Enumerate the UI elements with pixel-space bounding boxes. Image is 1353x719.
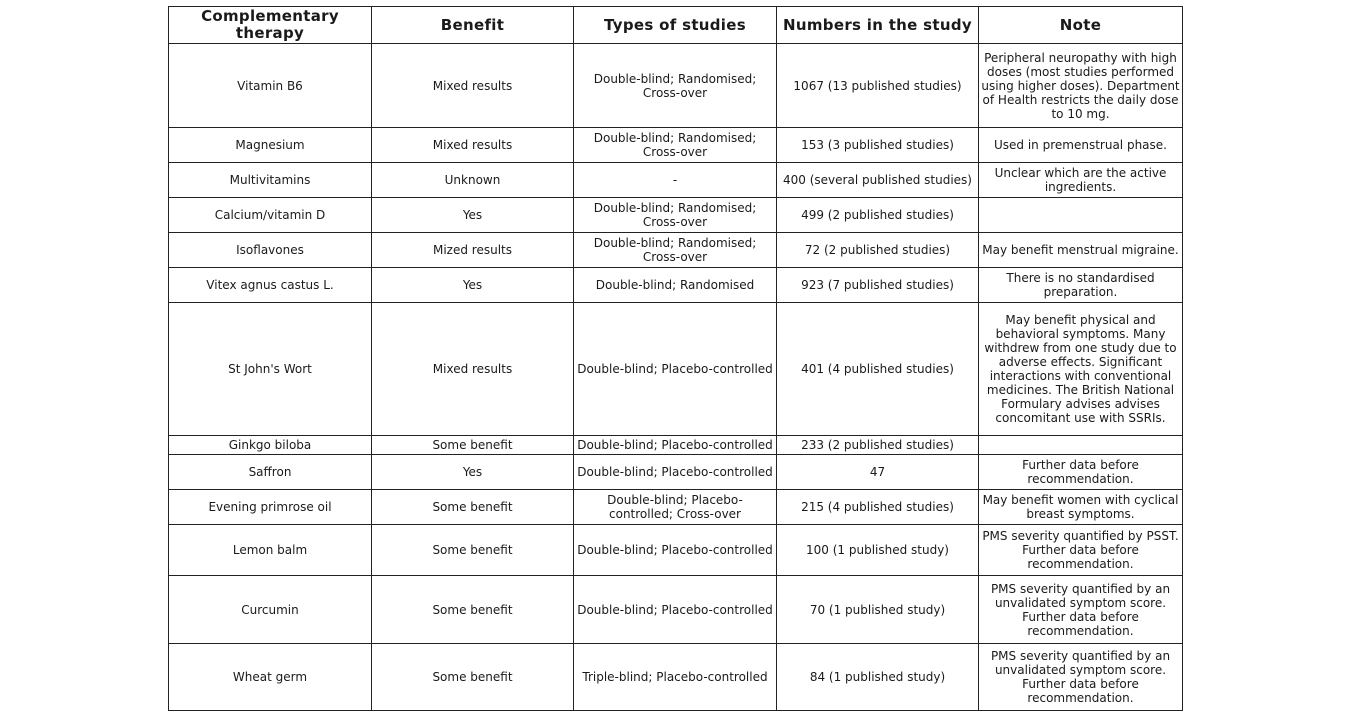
cell-therapy: Saffron — [169, 455, 372, 490]
cell-note: May benefit physical and behavioral symptoms. Many withdrew from one study due to adverse effects. Significant interactions with conventional medicines. The British National Formulary advises advises concomitant use with SSRIs. — [979, 303, 1183, 436]
cell-types: Double-blind; Randomised; Cross-over — [574, 128, 777, 163]
cell-numbers: 1067 (13 published studies) — [777, 44, 979, 128]
cell-types: Double-blind; Randomised; Cross-over — [574, 44, 777, 128]
cell-benefit: Some benefit — [372, 490, 574, 525]
cell-note: PMS severity quantified by an unvalidated symptom score. Further data before recommendation. — [979, 576, 1183, 644]
table-row — [169, 576, 1183, 644]
table-row — [169, 525, 1183, 576]
cell-numbers: 84 (1 published study) — [777, 644, 979, 711]
table-row — [169, 644, 1183, 711]
cell-benefit: Mized results — [372, 233, 574, 268]
cell-therapy: Wheat germ — [169, 644, 372, 711]
table-row — [169, 455, 1183, 490]
cell-therapy: Isoflavones — [169, 233, 372, 268]
table-row — [169, 44, 1183, 128]
cell-note: PMS severity quantified by PSST. Further data before recommendation. — [979, 525, 1183, 576]
table-row — [169, 128, 1183, 163]
header-row — [169, 7, 1183, 44]
table-row — [169, 163, 1183, 198]
cell-benefit: Mixed results — [372, 303, 574, 436]
cell-note: Further data before recommendation. — [979, 455, 1183, 490]
cell-therapy: Ginkgo biloba — [169, 436, 372, 455]
cell-benefit: Yes — [372, 455, 574, 490]
cell-note — [979, 436, 1183, 455]
cell-numbers: 215 (4 published studies) — [777, 490, 979, 525]
cell-note: May benefit women with cyclical breast symptoms. — [979, 490, 1183, 525]
cell-therapy: Curcumin — [169, 576, 372, 644]
cell-types: Double-blind; Randomised; Cross-over — [574, 233, 777, 268]
cell-note: Unclear which are the active ingredients. — [979, 163, 1183, 198]
cell-note: Peripheral neuropathy with high doses (most studies performed using higher doses). Department of Health restricts the daily dose to 10 mg. — [979, 44, 1183, 128]
header-benefit: Benefit — [372, 7, 574, 44]
cell-numbers: 72 (2 published studies) — [777, 233, 979, 268]
cell-note: May benefit menstrual migraine. — [979, 233, 1183, 268]
cell-numbers: 400 (several published studies) — [777, 163, 979, 198]
cell-therapy: Multivitamins — [169, 163, 372, 198]
cell-note: There is no standardised preparation. — [979, 268, 1183, 303]
cell-types: Double-blind; Placebo-controlled — [574, 576, 777, 644]
cell-types: Double-blind; Placebo-controlled — [574, 303, 777, 436]
cell-therapy: Lemon balm — [169, 525, 372, 576]
cell-benefit: Mixed results — [372, 44, 574, 128]
cell-numbers: 923 (7 published studies) — [777, 268, 979, 303]
cell-types: Double-blind; Placebo-controlled; Cross-over — [574, 490, 777, 525]
table-row — [169, 233, 1183, 268]
cell-types: Double-blind; Randomised; Cross-over — [574, 198, 777, 233]
table-row — [169, 303, 1183, 436]
cell-benefit: Some benefit — [372, 644, 574, 711]
table-row — [169, 198, 1183, 233]
cell-types: Double-blind; Randomised — [574, 268, 777, 303]
table-row — [169, 268, 1183, 303]
cell-benefit: Mixed results — [372, 128, 574, 163]
table-row — [169, 490, 1183, 525]
table-header — [169, 7, 1183, 44]
cell-therapy: Vitex agnus castus L. — [169, 268, 372, 303]
cell-therapy: Vitamin B6 — [169, 44, 372, 128]
cell-note — [979, 198, 1183, 233]
complementary-therapy-table — [168, 6, 1183, 711]
cell-benefit: Yes — [372, 268, 574, 303]
cell-benefit: Some benefit — [372, 525, 574, 576]
cell-numbers: 499 (2 published studies) — [777, 198, 979, 233]
cell-numbers: 100 (1 published study) — [777, 525, 979, 576]
table-row — [169, 436, 1183, 455]
cell-types: Triple-blind; Placebo-controlled — [574, 644, 777, 711]
cell-benefit: Some benefit — [372, 576, 574, 644]
cell-numbers: 70 (1 published study) — [777, 576, 979, 644]
header-note: Note — [979, 7, 1183, 44]
cell-benefit: Yes — [372, 198, 574, 233]
header-therapy: Complementary therapy — [169, 7, 372, 44]
cell-types: - — [574, 163, 777, 198]
table-body — [169, 44, 1183, 711]
cell-numbers: 233 (2 published studies) — [777, 436, 979, 455]
cell-types: Double-blind; Placebo-controlled — [574, 436, 777, 455]
cell-benefit: Unknown — [372, 163, 574, 198]
cell-numbers: 153 (3 published studies) — [777, 128, 979, 163]
cell-therapy: Calcium/vitamin D — [169, 198, 372, 233]
cell-numbers: 401 (4 published studies) — [777, 303, 979, 436]
cell-benefit: Some benefit — [372, 436, 574, 455]
cell-types: Double-blind; Placebo-controlled — [574, 525, 777, 576]
header-numbers-in-study: Numbers in the study — [777, 7, 979, 44]
cell-note: PMS severity quantified by an unvalidated symptom score. Further data before recommendation. — [979, 644, 1183, 711]
cell-note: Used in premenstrual phase. — [979, 128, 1183, 163]
cell-numbers: 47 — [777, 455, 979, 490]
cell-therapy: Evening primrose oil — [169, 490, 372, 525]
cell-therapy: St John's Wort — [169, 303, 372, 436]
cell-types: Double-blind; Placebo-controlled — [574, 455, 777, 490]
cell-therapy: Magnesium — [169, 128, 372, 163]
header-types-of-studies: Types of studies — [574, 7, 777, 44]
